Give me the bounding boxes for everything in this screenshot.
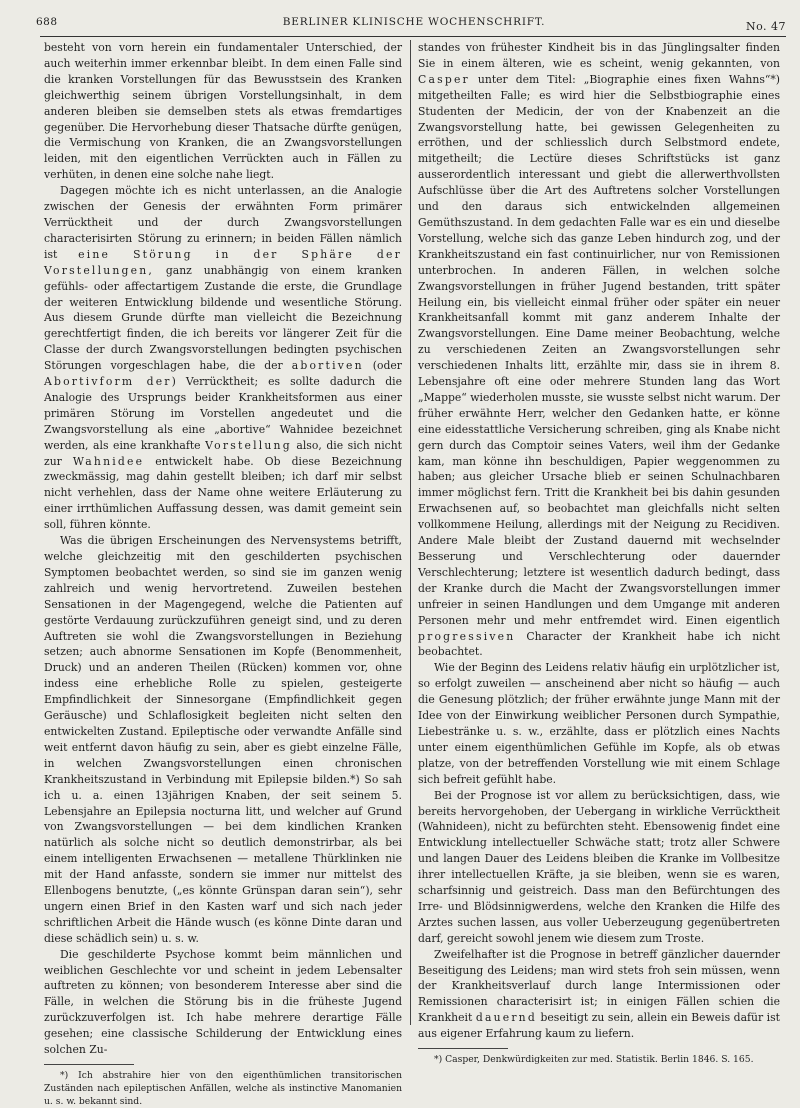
header-rule (40, 36, 786, 37)
footnote-rule (44, 1064, 134, 1065)
right-column (418, 40, 780, 1066)
footnote: *) Casper, Denkwürdigkeiten zur med. Statistik. Berlin 1846. S. 165. (434, 1054, 754, 1066)
paragraph: Zweifelhafter ist die Prognose in betreff gänzlicher dauernder Beseitigung des Leidens; man wird stets froh sein müssen, wenn der Krankheitsverlauf durch lange Intermissionen oder Remissionen characterisirt ist; in einigen Fällen schien die Krankheit dauernd beseitigt zu sein, allein ein Beweis dafür ist aus eigener Erfahrung kaum zu liefern. (418, 947, 780, 1041)
page-number: 688 (36, 16, 58, 28)
footnote-rule (418, 1048, 508, 1049)
running-header (36, 14, 792, 36)
column-divider (410, 40, 411, 1025)
paragraph: besteht von vorn herein ein fundamentaler Unterschied, der auch weiterhin immer erkennbar bleibt. In dem einen Falle sind die kranken Vorstellungen für das Bewusstsein des Kranken gleichwerthig seinem übrigen Vorstellungsinhalt, in dem anderen bleiben sie demselben stets als etwas fremdartiges gegenüber. Die Hervorhebung dieser Thatsache dürfte genügen, die Vermischung von Kranken, die an Zwangsvorstellungen leiden, mit den eigentlichen Verrückten auch in Fällen zu verhüten, in denen eine solche nahe liegt. (44, 41, 402, 182)
paragraph: standes von frühester Kindheit bis in das Jünglingsalter finden Sie in einem älteren, wie es scheint, wenig gekannten, von Casper unter dem Titel: „Biographie eines fixen Wahns“*) mitgetheilten Falle; es wird hier die Selbstbiographie eines Studenten der Medicin, der von der Knabenzeit an die Zwangsvorstellung hatte, bei gewissen Gelegenheiten zu erröthen, und der schliesslich durch Selbstmord endete, mitgetheilt; die Lectüre dieses Schriftstücks ist ganz ausserordentlich interessant und giebt die allerwerthvollsten Aufschlüsse über die Art des Auftretens solcher Vorstellungen und den daraus sich entwickelnden allgemeinen Gemüthszustand. In dem gedachten Falle war es ein und dieselbe Vorstellung, welche sich das ganze Leben hindurch zog, und der Krankheitszustand ein fast continuirlicher, nur von Remissionen unterbrochen. In anderen Fällen, in welchen solche Zwangsvorstellungen in früher Jugend bestanden, tritt später Heilung ein, bis vielleicht einmal früher oder später ein neuer Krankheitsanfall kommt mit ganz anderem Inhalte der Zwangsvorstellungen. Eine Dame meiner Beobachtung, welche zu verschiedenen Zeiten an Zwangsvorstellungen sehr verschiedenen Inhalts litt, erzählte mir, dass sie in ihrem 8. Lebensjahre oft eine oder mehrere Stunden lang das Wort „Mappe“ wiederholen musste, sie wusste selbst nicht warum. Der früher erwähnte Herr, welcher den Gedanken hatte, er könne eine eidesstattliche Versicherung schreiben, ging als Knabe nicht gern durch das Comptoir seines Vaters, weil ihm der Gedanke kam, man könne ihn beschuldigen, Papier weggenommen zu haben; aus gleicher Ursache blieb er seinen Schulnachbaren immer möglichst fern. Tritt die Krankheit bei bis dahin gesunden Erwachsenen auf, so beobachtet man gleichfalls nicht selten vollkommene Heilung, allerdings mit der Neigung zu Recidiven. Andere Male bleibt der Zustand dauernd mit wechselnder Besserung und Verschlechterung oder dauernder Verschlechterung; letztere ist wesentlich dadurch bedingt, dass der Kranke durch die Macht der Zwangsvorstellungen immer unfreier in seinen Handlungen und dem Umgange mit anderen Personen mehr und mehr entfremdet wird. Einen eigentlich progressiven Character der Krankheit habe ich nicht beobachtet. (418, 41, 781, 659)
footnote: *) Ich abstrahire hier von den eigenthümlichen transitorischen Zuständen nach epileptischen Anfällen, welche als instinctive Manomanien u. s. w. bekannt sind. (44, 1070, 402, 1107)
paragraph: Wie der Beginn des Leidens relativ häufig ein urplötzlicher ist, so erfolgt zuweilen — anscheinend aber nicht so häufig — auch die Genesung plötzlich; der früher erwähnte junge Mann mit der Idee von der Einwirkung weiblicher Personen durch Sympathie, Liebestränke u. s. w., erzählte, dass er plötzlich eines Nachts unter einem eigenthümlichen Gefühle im Kopfe, als ob etwas platze, von der betreffenden Vorstellung wie mit einem Schlage sich befreit gefühlt habe. (418, 661, 780, 786)
left-column (44, 40, 402, 1108)
paragraph: Die geschilderte Psychose kommt beim männlichen und weiblichen Geschlechte vor und scheint in jedem Lebensalter auftreten zu können; von besonderem Interesse aber sind die Fälle, in welchen die Störung bis in die früheste Jugend zurückzuverfolgen ist. Ich habe mehrere derartige Fälle gesehen; eine classische Schilderung der Entwicklung eines solchen Zu- (44, 947, 402, 1057)
paragraph: Bei der Prognose ist vor allem zu berücksichtigen, dass, wie bereits hervorgehoben, der Uebergang in wirkliche Verrücktheit (Wahnideen), nicht zu befürchten steht. Ebensowenig findet eine Entwicklung intellectueller Schwäche statt; trotz aller Schwere und langen Dauer des Leidens bleiben die Kranke im Vollbesitze ihrer intellectuellen Kräfte, ja sie bleiben, wenn sie es waren, scharfsinnig und geistreich. Dass man den Befürchtungen des Irre- und Blödsinnigwerdens, welche den Kranken die Hilfe des Arztes suchen lassen, aus voller Ueberzeugung gegenübertreten darf, gereicht sowohl jenem wie diesem zum Troste. (418, 788, 780, 945)
journal-title: BERLINER KLINISCHE WOCHENSCHRIFT. (282, 16, 546, 28)
issue-number: No. 47 (745, 20, 786, 33)
paragraph: Dagegen möchte ich es nicht unterlassen, an die Analogie zwischen der Genesis der erwähnten Form primärer Verrücktheit und der durch Zwangsvorstellungen characterisirten Störung zu erinnern; in beiden Fällen nämlich ist eine Störung in der Sphäre der Vorstellungen, ganz unabhängig von einem kranken gefühls- oder affectartigem Zustande die erste, die Grundlage der weiteren Entwicklung bildende und wesentliche Störung. Aus diesem Grunde dürfte man vielleicht die Bezeichnung gerechtfertigt finden, die ich bereits vor längerer Zeit für die Classe der durch Zwangsvorstellungen bedingten psychischen Störungen vorgeschlagen habe, die der abortiven (oder Abortivform der) Verrücktheit; es sollte dadurch die Analogie des Ursprungs beider Krankheitsformen aus einer primären Störung im Vorstellen angedeutet und die Zwangsvorstellung als eine „abortive“ Wahnidee bezeichnet werden, als eine krankhafte Vorstellung also, die sich nicht zur Wahnidee entwickelt habe. Ob diese Bezeichnung zweckmässig, mag dahin gestellt bleiben; ich darf mir selbst nicht verhehlen, dass der Name ohne weitere Erläuterung zu einer irrthümlichen Auffassung dessen, was damit gemeint sein soll, führen könnte. (44, 184, 403, 532)
paragraph: Was die übrigen Erscheinungen des Nervensystems betrifft, welche gleichzeitig mit den geschilderten psychischen Symptomen beobachtet werden, so sind sie im ganzen wenig zahlreich und wenig hervortretend. Zuweilen bestehen Sensationen in der Magengegend, welche die Patienten auf gestörte Verdauung zurückzuführen geneigt sind, und zu deren Auftreten sie wohl die Zwangsvorstellungen in Beziehung setzen; auch abnorme Sensationen im Kopfe (Benommenheit, Druck) und an anderen Theilen (Rücken) kommen vor, ohne indess eine erhebliche Rolle zu spielen, gesteigerte Empfindlichkeit der Sinnesorgane (Empfindlichkeit gegen Geräusche) und Schlaflosigkeit begleiten nicht selten den entwickelten Zustand. Epileptische oder verwandte Anfälle sind weit entfernt davon häufig zu sein, aber es giebt einzelne Fälle, in welchen Zwangsvorstellungen einen chronischen Krankheitszustand in Verbindung mit Epilepsie bilden.*) So sah ich u. a. einen 13jährigen Knaben, der seit seinem 5. Lebensjahre an Epilepsia nocturna litt, und welcher auf Grund von Zwangsvorstellungen — bei dem kindlichen Kranken natürlich als solche nicht so deutlich demonstrirbar, als bei einem intelligenten Erwachsenen — metallene Thürklinken nie mit der Hand anfasste, sondern sie immer nur mittelst des Ellenbogens benutzte, („es könnte Grünspan daran sein“), sehr ungern einen Brief in den Kasten warf und sich nach jeder schriftlichen Arbeit die Hände wusch (es könne Dinte daran und diese schädlich sein) u. s. w. (44, 534, 402, 945)
